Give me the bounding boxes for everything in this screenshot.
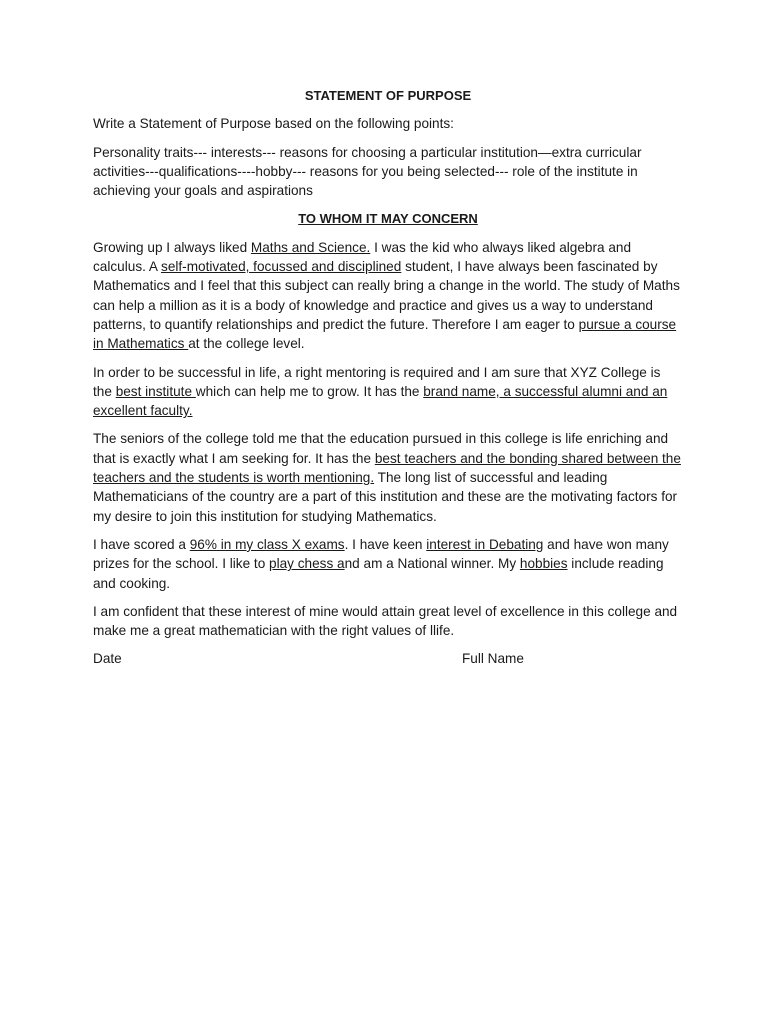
salutation: TO WHOM IT MAY CONCERN [298,211,478,227]
paragraph-text: The long list of successful and leading Mathematicians of the country are a part of this institution and these are the motivating factors for my desire to join this institution for studying Mathematics. [93,470,678,524]
paragraph-text: . I have keen [344,536,427,552]
paragraph-text: I am confident that these interest of mine would attain great level of excellence in this college and make me a great mathematician with the right values of llife. [93,603,678,639]
body-paragraph [93,363,683,421]
date-label: Date [93,651,122,667]
body-paragraphs [93,238,683,641]
paragraph-text: Growing up I always liked [93,239,251,255]
instruction-text: Write a Statement of Purpose based on the following points: [93,116,454,132]
body-paragraph [93,429,683,525]
full-name-label: Full Name [462,651,524,667]
underlined-phrase: best teachers and the bonding shared between the teachers and the students is worth mentioning. [93,450,681,486]
paragraph-text: I was the kid who always liked algebra and calculus. A [93,239,632,275]
paragraph-text: nd am a National winner. My [344,556,520,572]
underlined-phrase: 96% in my class X exams [189,536,345,552]
paragraph-text: The seniors of the college told me that the education pursued in this college is life enriching and that is exactly what I am seeking for. It has the [93,431,669,466]
underlined-phrase: Maths and Science. [250,239,371,255]
document-title: STATEMENT OF PURPOSE [304,88,472,103]
paragraph-text: and have won many prizes for the school. I like to [93,536,669,572]
paragraph-text: at the college level. [188,336,305,352]
paragraph-text: I have scored a [93,536,190,552]
underlined-phrase: hobbies [519,556,568,572]
paragraph-text: student, I have always been fascinated by Mathematics and I feel that this subject can really bring a change in the world. The study of Maths can help a million as it is a body of knowledge and practice and gives us a way to understand patterns, to quantify relationships and predict the future. Therefore I am eager to [93,259,680,332]
signature-row [93,649,683,669]
underlined-phrase: pursue a course in Mathematics [93,316,677,352]
underlined-phrase: best institute [115,383,196,399]
body-paragraph [93,535,683,593]
underlined-phrase: brand name, a successful alumni and an excellent faculty. [93,383,668,419]
document-page [93,86,683,669]
points-text: Personality traits--- interests--- reasons for choosing a particular institution—extra curricular activities---qualifications----hobby--- reasons for you being selected--- role of the institute in achieving your goals and aspirations [93,144,642,199]
underlined-phrase: interest in Debating [426,536,544,552]
paragraph-text: which can help me to grow. It has the [195,383,424,399]
body-paragraph [93,238,683,354]
body-paragraph [93,602,683,641]
paragraph-text: include reading and cooking. [93,556,664,591]
paragraph-text: In order to be successful in life, a right mentoring is required and I am sure that XYZ College is the [93,364,661,399]
underlined-phrase: self-motivated, focussed and disciplined [161,259,402,275]
underlined-phrase: play chess a [269,556,345,572]
